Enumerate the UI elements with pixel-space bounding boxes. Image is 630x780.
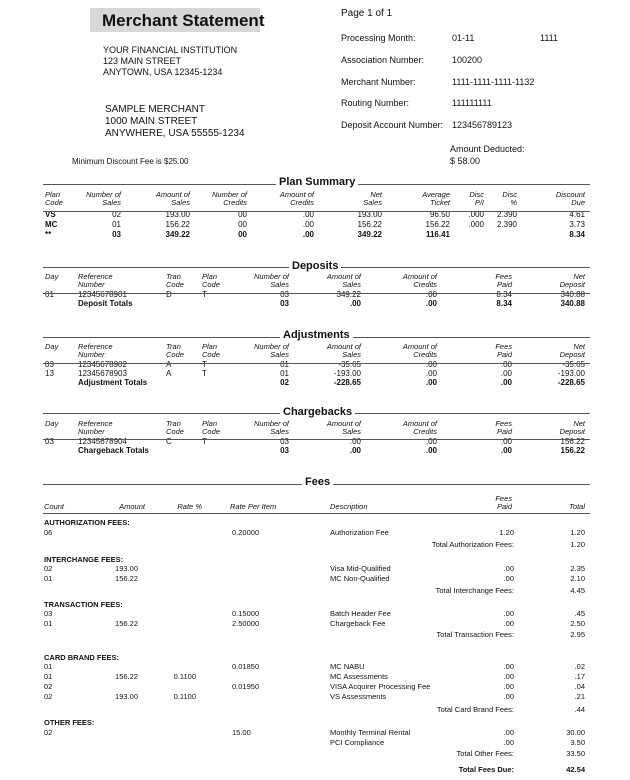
- plan-summary-cell: 156.22: [425, 220, 450, 229]
- adjustments-header: Plan: [202, 342, 218, 351]
- adjustments-cell: .00: [425, 360, 437, 369]
- merchant-line-2: 1000 MAIN STREET: [105, 116, 198, 127]
- chargebacks-header: Plan: [202, 419, 218, 428]
- chargebacks-cell: .00: [425, 437, 437, 446]
- fee-paid: .00: [503, 672, 514, 681]
- adjustments-header: Amount of: [326, 342, 361, 351]
- fees-header: Rate %: [177, 502, 202, 511]
- fee-description: Batch Header Fee: [330, 609, 391, 618]
- plan-summary-cell: 4.61: [569, 210, 585, 219]
- plan-summary-cell: 00: [238, 230, 247, 239]
- fee-paid: .00: [503, 692, 514, 701]
- deposits-header: Sales: [342, 280, 361, 289]
- chargebacks-header: Number: [78, 427, 105, 436]
- min-discount-fee: Minimum Discount Fee is $25.00: [72, 157, 189, 166]
- adjustments-header: Sales: [342, 350, 361, 359]
- adjustments-header: Tran: [166, 342, 181, 351]
- plan-summary-header: Number of: [85, 190, 121, 199]
- fee-rate-per-item: 0.01950: [232, 682, 260, 691]
- plan-summary-header: Credits: [290, 198, 314, 207]
- plan-summary-cell: 2.390: [496, 220, 517, 229]
- fee-rate-per-item: 15.00: [232, 728, 251, 737]
- fee-count: 03: [44, 609, 53, 618]
- fee-count: 02: [44, 564, 53, 573]
- adjustments-header: Number: [78, 350, 105, 359]
- adjustments-cell: T: [202, 369, 207, 378]
- plan-summary-cell: 03: [112, 230, 121, 239]
- deposits-cell: T: [202, 290, 207, 299]
- processing-month-label: Processing Month:: [341, 33, 416, 43]
- deposits-header: Code: [166, 280, 184, 289]
- adjustments-header: Fees: [495, 342, 512, 351]
- deposits-cell: 349.22: [336, 290, 361, 299]
- adjustments-cell: 12345678903: [78, 369, 127, 378]
- adjustments-title: Adjustments: [280, 329, 353, 341]
- adjustments-total-label: Adjustment Totals: [78, 378, 148, 387]
- plan-summary-cell: 3.73: [569, 220, 585, 229]
- fee-total: 2.50: [570, 619, 585, 628]
- fees-group-total-label: Total Authorization Fees:: [431, 540, 514, 549]
- routing-value: 111111111: [452, 98, 492, 108]
- fee-amount: 193.00: [115, 564, 138, 573]
- chargebacks-total-cell: 156.22: [560, 446, 585, 455]
- plan-summary-cell: 193.00: [357, 210, 382, 219]
- chargebacks-header: Paid: [496, 427, 512, 436]
- plan-summary-header: P/I: [474, 198, 484, 207]
- adjustments-cell: .00: [500, 360, 512, 369]
- fee-total: 1.20: [570, 528, 585, 537]
- plan-summary-header: Sales: [363, 198, 382, 207]
- fees-group-label: INTERCHANGE FEES:: [44, 555, 124, 564]
- adjustments-cell: .00: [500, 369, 512, 378]
- plan-summary-header: Plan: [45, 190, 61, 199]
- plan-summary-cell: .000: [468, 220, 484, 229]
- chargebacks-total-cell: .00: [349, 446, 361, 455]
- fee-total: 2.35: [570, 564, 585, 573]
- fee-amount: 156.22: [115, 619, 138, 628]
- adjustments-header: Reference: [78, 342, 113, 351]
- deposits-header: Amount of: [402, 272, 437, 281]
- fee-count: 01: [44, 672, 53, 681]
- chargebacks-total-cell: .00: [425, 446, 437, 455]
- plan-summary-header: Disc: [469, 190, 484, 199]
- routing-label: Routing Number:: [341, 98, 410, 108]
- chargebacks-total-cell: 03: [280, 446, 289, 455]
- plan-summary-cell: .00: [302, 220, 314, 229]
- chargebacks-header: Code: [166, 427, 184, 436]
- deposits-total-cell: 03: [280, 299, 289, 308]
- adjustments-total-cell: .00: [425, 378, 437, 387]
- plan-summary-cell: .00: [302, 230, 314, 239]
- chargebacks-header: Sales: [270, 427, 289, 436]
- fee-count: 02: [44, 728, 53, 737]
- fee-description: MC Non-Qualified: [330, 574, 390, 583]
- fee-description: MC NABU: [330, 662, 365, 671]
- deposits-total-cell: .00: [425, 299, 437, 308]
- fees-header: Rate Per Item: [230, 502, 277, 511]
- fees-group-total-label: Total Card Brand Fees:: [436, 705, 514, 714]
- adjustments-cell: .00: [425, 369, 437, 378]
- fee-total: .45: [574, 609, 585, 618]
- deposit-account-label: Deposit Account Number:: [341, 120, 444, 130]
- adjustments-header: Net: [573, 342, 585, 351]
- fee-paid: .00: [503, 574, 514, 583]
- adjustments-cell: 03: [45, 360, 54, 369]
- plan-summary-cell: 349.22: [357, 230, 382, 239]
- fee-paid: 1.20: [499, 528, 514, 537]
- fees-group-label: CARD BRAND FEES:: [44, 653, 119, 662]
- adjustments-cell: 12345678902: [78, 360, 127, 369]
- chargebacks-header: Code: [202, 427, 220, 436]
- fees-header: Amount: [119, 502, 145, 511]
- fees-group-total: 4.45: [570, 586, 585, 595]
- deposits-total-label: Deposit Totals: [78, 299, 133, 308]
- fee-description: Authorization Fee: [330, 528, 389, 537]
- chargebacks-cell: T: [202, 437, 207, 446]
- merchant-line-1: SAMPLE MERCHANT: [105, 104, 206, 115]
- plan-summary-header: Due: [571, 198, 585, 207]
- chargebacks-header: Tran: [166, 419, 181, 428]
- plan-summary-cell: VS: [45, 210, 56, 219]
- plan-summary-cell: 349.22: [165, 230, 190, 239]
- fee-total: .04: [574, 682, 585, 691]
- association-label: Association Number:: [341, 55, 425, 65]
- plan-summary-cell: 156.22: [165, 220, 190, 229]
- fees-header: Fees: [495, 494, 512, 503]
- fees-header: Total: [569, 502, 585, 511]
- institution-line-2: 123 MAIN STREET: [103, 56, 182, 66]
- institution-line-1: YOUR FINANCIAL INSTITUTION: [103, 45, 238, 55]
- total-fees-due-label: Total Fees Due:: [458, 765, 514, 774]
- fee-total: 30.00: [566, 728, 585, 737]
- plan-summary-cell: 2.390: [496, 210, 517, 219]
- deposits-cell: 340.88: [560, 290, 585, 299]
- deposits-cell: D: [166, 290, 172, 299]
- plan-summary-cell: MC: [45, 220, 58, 229]
- fee-count: 06: [44, 528, 53, 537]
- deposits-header: Tran: [166, 272, 181, 281]
- plan-summary-header: Amount of: [155, 190, 190, 199]
- fees-group-label: OTHER FEES:: [44, 718, 95, 727]
- adjustments-cell: -35.65: [338, 360, 361, 369]
- fee-paid: .00: [503, 682, 514, 691]
- adjustments-cell: -193.00: [333, 369, 361, 378]
- chargebacks-header: Day: [45, 419, 59, 428]
- adjustments-cell: A: [166, 369, 172, 378]
- adjustments-header: Deposit: [559, 350, 585, 359]
- fee-total: 3.50: [570, 738, 585, 747]
- plan-summary-header: Sales: [102, 198, 121, 207]
- chargebacks-cell: 03: [280, 437, 289, 446]
- amount-deducted-label: Amount Deducted:: [450, 144, 525, 154]
- fee-paid: .00: [503, 609, 514, 618]
- deposits-header: Number of: [253, 272, 289, 281]
- adjustments-header: Number of: [253, 342, 289, 351]
- deposits-header: Paid: [496, 280, 512, 289]
- plan-summary-header: Sales: [171, 198, 190, 207]
- chargebacks-header: Credits: [413, 427, 437, 436]
- deposits-header: Plan: [202, 272, 218, 281]
- fee-amount: 193.00: [115, 692, 138, 701]
- adjustments-total-cell: 02: [280, 378, 289, 387]
- chargebacks-cell: 12345678904: [78, 437, 127, 446]
- deposits-header: Number: [78, 280, 105, 289]
- fee-paid: .00: [503, 619, 514, 628]
- fee-paid: .00: [503, 728, 514, 737]
- deposits-cell: .00: [425, 290, 437, 299]
- deposits-cell: 01: [45, 290, 54, 299]
- chargebacks-header: Amount of: [326, 419, 361, 428]
- deposits-header: Fees: [495, 272, 512, 281]
- institution-line-3: ANYTOWN, USA 12345-1234: [103, 67, 223, 77]
- deposits-cell: 12345678901: [78, 290, 127, 299]
- fee-description: Monthly Terminal Rental: [330, 728, 411, 737]
- chargebacks-total-cell: .00: [500, 446, 512, 455]
- plan-summary-cell: 00: [238, 210, 247, 219]
- fees-header: Description: [330, 502, 368, 511]
- fee-count: 01: [44, 662, 53, 671]
- adjustments-header: Paid: [496, 350, 512, 359]
- fee-count: 01: [44, 619, 53, 628]
- total-fees-due-value: 42.54: [566, 765, 585, 774]
- plan-summary-header: Net: [370, 190, 382, 199]
- deposits-total-cell: 340.88: [560, 299, 585, 308]
- deposits-cell: 8.34: [496, 290, 512, 299]
- adjustments-total-cell: -228.65: [557, 378, 585, 387]
- adjustments-cell: 01: [280, 369, 289, 378]
- adjustments-cell: 01: [280, 360, 289, 369]
- deposits-title: Deposits: [289, 260, 341, 272]
- merchant-line-3: ANYWHERE, USA 55555-1234: [105, 128, 245, 139]
- plan-summary-cell: 00: [238, 220, 247, 229]
- processing-extra-value: 1111: [540, 33, 559, 43]
- fees-group-label: TRANSACTION FEES:: [44, 600, 123, 609]
- chargebacks-header: Sales: [342, 427, 361, 436]
- association-value: 100200: [452, 55, 483, 65]
- deposits-header: Sales: [270, 280, 289, 289]
- adjustments-cell: T: [202, 360, 207, 369]
- adjustments-total-cell: .00: [500, 378, 512, 387]
- deposits-header: Net: [573, 272, 585, 281]
- plan-summary-header: Discount: [555, 190, 585, 199]
- chargebacks-header: Fees: [495, 419, 512, 428]
- fee-total: 2.10: [570, 574, 585, 583]
- chargebacks-cell: .00: [500, 437, 512, 446]
- adjustments-cell: -193.00: [557, 369, 585, 378]
- fee-paid: .00: [503, 564, 514, 573]
- fee-rate-per-item: 2.50000: [232, 619, 260, 628]
- plan-summary-header: Ticket: [430, 198, 450, 207]
- deposits-total-cell: .00: [349, 299, 361, 308]
- plan-summary-cell: 193.00: [165, 210, 190, 219]
- adjustments-cell: A: [166, 360, 172, 369]
- fees-header: Paid: [496, 502, 512, 511]
- fee-total: .02: [574, 662, 585, 671]
- adjustments-header: Code: [166, 350, 184, 359]
- chargebacks-header: Net: [573, 419, 585, 428]
- processing-month-value: 01-11: [452, 33, 475, 43]
- fees-group-total: .44: [574, 705, 585, 714]
- plan-summary-header: Code: [45, 198, 63, 207]
- plan-summary-title: Plan Summary: [276, 176, 358, 188]
- fee-description: VS Assessments: [330, 692, 387, 701]
- chargebacks-total-label: Chargeback Totals: [78, 446, 149, 455]
- fee-paid: .00: [503, 662, 514, 671]
- chargebacks-cell: 156.22: [560, 437, 585, 446]
- plan-summary-cell: .00: [302, 210, 314, 219]
- plan-summary-cell: 02: [112, 210, 121, 219]
- adjustments-header: Sales: [270, 350, 289, 359]
- merchant-number-value: 1111-1111-1111-1132: [452, 77, 535, 87]
- fee-count: 02: [44, 692, 53, 701]
- deposits-total-cell: 8.34: [496, 299, 512, 308]
- page-title: Merchant Statement: [102, 11, 265, 30]
- plan-summary-header: Credits: [223, 198, 247, 207]
- deposits-cell: 03: [280, 290, 289, 299]
- chargebacks-cell: C: [166, 437, 172, 446]
- fee-total: .17: [574, 672, 585, 681]
- plan-summary-cell: **: [45, 230, 52, 239]
- fee-count: 01: [44, 574, 53, 583]
- adjustments-cell: -35.65: [562, 360, 585, 369]
- fees-group-total: 33.50: [566, 749, 585, 758]
- fee-rate: 0.1100: [173, 672, 196, 681]
- chargebacks-cell: .00: [349, 437, 361, 446]
- adjustments-header: Day: [45, 342, 59, 351]
- fee-amount: 156.22: [115, 672, 138, 681]
- plan-summary-header: Average: [422, 190, 450, 199]
- plan-summary-cell: 96.50: [429, 210, 450, 219]
- fees-header: Count: [44, 502, 65, 511]
- adjustments-cell: 13: [45, 369, 54, 378]
- fees-group-total: 1.20: [570, 540, 585, 549]
- deposits-header: Amount of: [326, 272, 361, 281]
- fee-amount: 156.22: [115, 574, 138, 583]
- merchant-number-label: Merchant Number:: [341, 77, 416, 87]
- adjustments-total-cell: -228.65: [333, 378, 361, 387]
- chargebacks-title: Chargebacks: [280, 406, 355, 418]
- chargebacks-header: Deposit: [559, 427, 585, 436]
- fee-rate-per-item: 0.20000: [232, 528, 260, 537]
- deposit-account-value: 123456789123: [452, 120, 513, 130]
- plan-summary-cell: 8.34: [569, 230, 585, 239]
- fee-description: Visa Mid-Qualified: [330, 564, 391, 573]
- plan-summary-cell: 156.22: [357, 220, 382, 229]
- deposits-header: Code: [202, 280, 220, 289]
- amount-deducted-value: $ 58.00: [450, 156, 481, 166]
- fee-description: Chargeback Fee: [330, 619, 386, 628]
- deposits-header: Credits: [413, 280, 437, 289]
- plan-summary-header: %: [510, 198, 517, 207]
- fee-paid: .00: [503, 738, 514, 747]
- plan-summary-cell: 116.41: [425, 230, 450, 239]
- fees-group-total-label: Total Other Fees:: [456, 749, 514, 758]
- chargebacks-header: Reference: [78, 419, 113, 428]
- chargebacks-header: Amount of: [402, 419, 437, 428]
- adjustments-header: Code: [202, 350, 220, 359]
- page-number: Page 1 of 1: [341, 8, 393, 19]
- fee-rate-per-item: 0.15000: [232, 609, 260, 618]
- fees-group-label: AUTHORIZATION FEES:: [44, 518, 130, 527]
- fees-group-total-label: Total Interchange Fees:: [435, 586, 514, 595]
- plan-summary-header: Disc: [502, 190, 517, 199]
- fee-rate: 0.1100: [173, 692, 196, 701]
- fees-group-total-label: Total Transaction Fees:: [436, 630, 514, 639]
- fee-description: VISA Acquirer Processing Fee: [330, 682, 431, 691]
- deposits-header: Reference: [78, 272, 113, 281]
- fees-group-total: 2.95: [570, 630, 585, 639]
- deposits-header: Day: [45, 272, 59, 281]
- plan-summary-header: Amount of: [279, 190, 314, 199]
- fee-count: 02: [44, 682, 53, 691]
- chargebacks-header: Number of: [253, 419, 289, 428]
- chargebacks-cell: 03: [45, 437, 54, 446]
- fee-total: .21: [574, 692, 585, 701]
- fee-rate-per-item: 0.01850: [232, 662, 260, 671]
- plan-summary-header: Number of: [211, 190, 247, 199]
- fee-description: MC Assessments: [330, 672, 388, 681]
- plan-summary-cell: 01: [112, 220, 121, 229]
- plan-summary-cell: .000: [468, 210, 484, 219]
- deposits-header: Deposit: [559, 280, 585, 289]
- fee-description: PCI Compliance: [330, 738, 385, 747]
- adjustments-header: Credits: [413, 350, 437, 359]
- adjustments-header: Amount of: [402, 342, 437, 351]
- fees-title: Fees: [302, 476, 333, 488]
